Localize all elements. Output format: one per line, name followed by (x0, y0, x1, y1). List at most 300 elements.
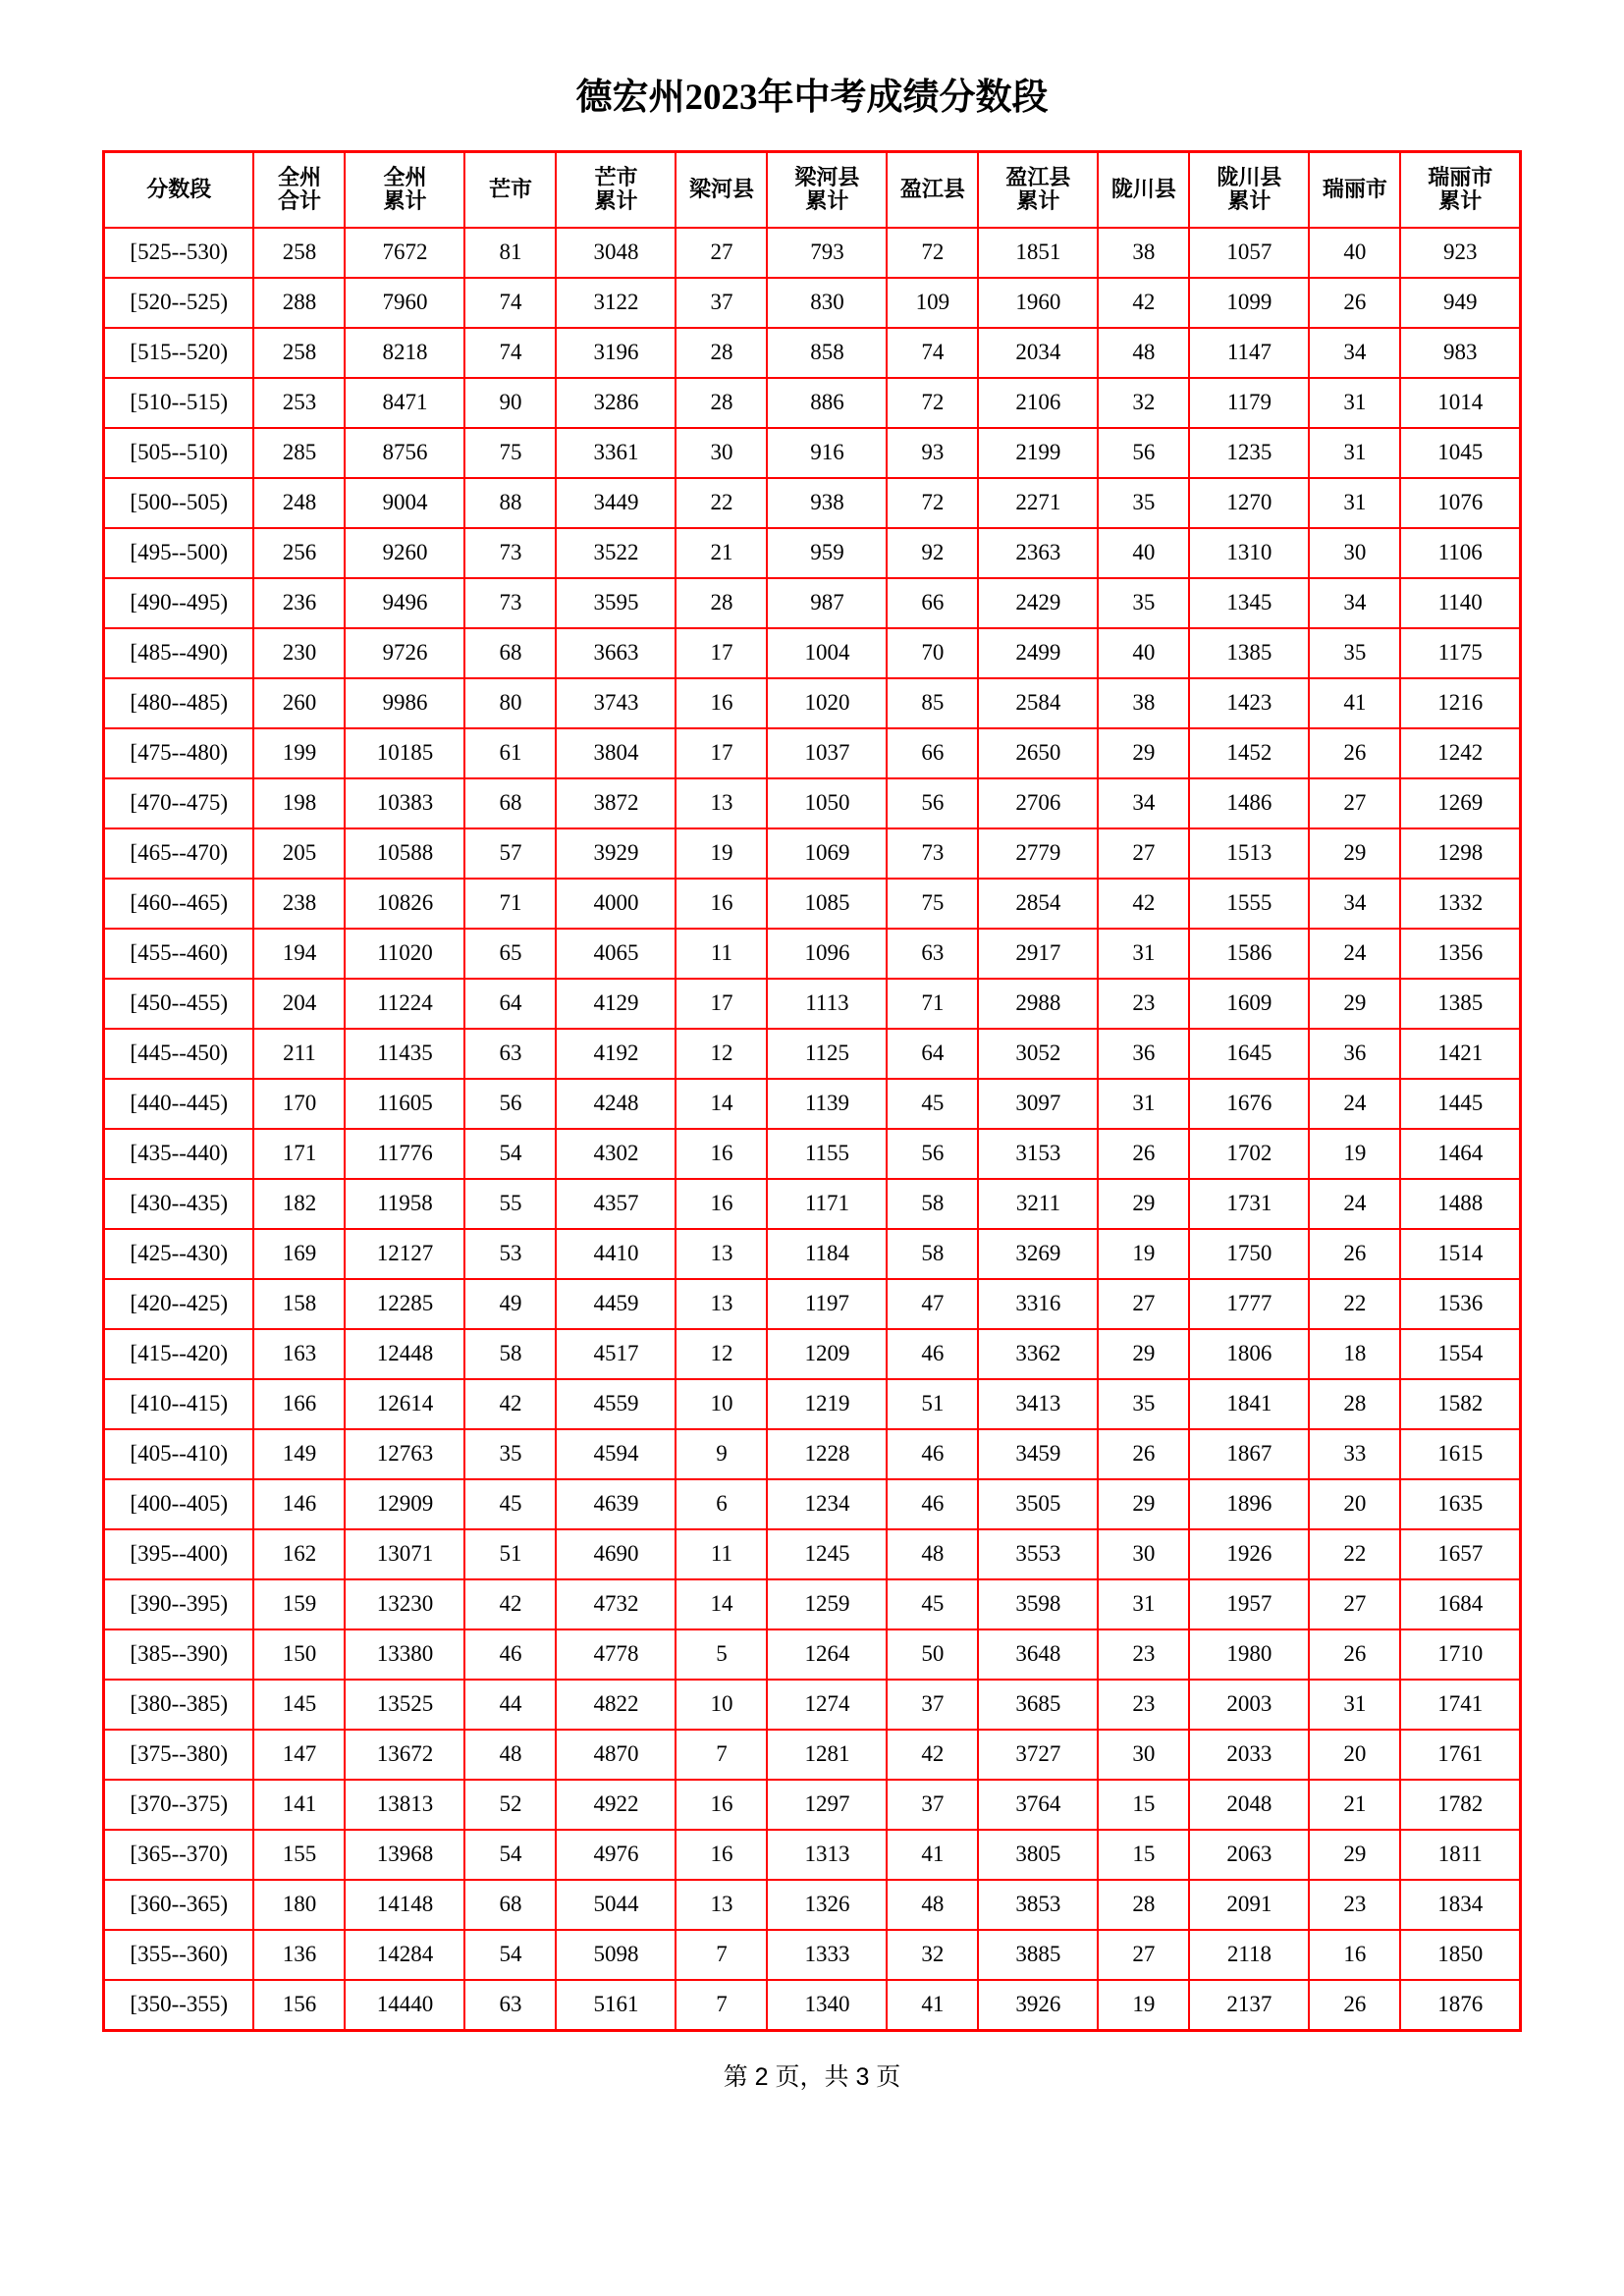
table-cell: 1155 (767, 1129, 887, 1179)
table-cell: 11958 (345, 1179, 464, 1229)
table-cell: 9004 (345, 478, 464, 528)
table-cell: 256 (253, 528, 345, 578)
table-cell: 54 (464, 1830, 556, 1880)
table-cell: 12448 (345, 1329, 464, 1379)
table-cell: 2917 (978, 929, 1098, 979)
table-cell: 1710 (1400, 1629, 1520, 1680)
table-row (104, 1680, 1521, 1730)
table-cell: 48 (464, 1730, 556, 1780)
score-range-cell: [455--460) (104, 929, 254, 979)
table-cell: 24 (1309, 1079, 1400, 1129)
table-cell: 2988 (978, 979, 1098, 1029)
table-cell: 63 (464, 1029, 556, 1079)
score-range-cell: [425--430) (104, 1229, 254, 1279)
table-cell: 45 (887, 1079, 978, 1129)
table-row (104, 1529, 1521, 1579)
table-cell: 58 (887, 1179, 978, 1229)
table-cell: 31 (1098, 1579, 1189, 1629)
table-cell: 70 (887, 628, 978, 678)
table-cell: 1926 (1189, 1529, 1309, 1579)
table-row (104, 1229, 1521, 1279)
table-cell: 4517 (556, 1329, 676, 1379)
table-cell: 54 (464, 1930, 556, 1980)
table-cell: 37 (676, 278, 767, 328)
score-range-cell: [465--470) (104, 828, 254, 879)
table-cell: 2584 (978, 678, 1098, 728)
table-cell: 3929 (556, 828, 676, 879)
table-cell: 80 (464, 678, 556, 728)
table-cell: 27 (1309, 1579, 1400, 1629)
table-cell: 156 (253, 1980, 345, 2031)
table-cell: 4732 (556, 1579, 676, 1629)
table-cell: 3764 (978, 1780, 1098, 1830)
table-cell: 29 (1098, 1179, 1189, 1229)
table-cell: 5161 (556, 1980, 676, 2031)
table-cell: 29 (1309, 1830, 1400, 1880)
score-range-cell: [405--410) (104, 1429, 254, 1479)
table-cell: 31 (1309, 478, 1400, 528)
table-cell: 3648 (978, 1629, 1098, 1680)
table-cell: 35 (1098, 478, 1189, 528)
table-cell: 13230 (345, 1579, 464, 1629)
table-cell: 56 (887, 778, 978, 828)
table-cell: 858 (767, 328, 887, 378)
table-cell: 56 (1098, 428, 1189, 478)
table-cell: 50 (887, 1629, 978, 1680)
table-cell: 10826 (345, 879, 464, 929)
table-cell: 48 (887, 1880, 978, 1930)
table-cell: 34 (1309, 328, 1400, 378)
table-cell: 2779 (978, 828, 1098, 879)
table-cell: 163 (253, 1329, 345, 1379)
table-cell: 2048 (1189, 1780, 1309, 1830)
table-cell: 158 (253, 1279, 345, 1329)
table-row (104, 1579, 1521, 1629)
table-cell: 1356 (1400, 929, 1520, 979)
table-cell: 38 (1098, 228, 1189, 278)
table-cell: 3685 (978, 1680, 1098, 1730)
table-cell: 162 (253, 1529, 345, 1579)
table-cell: 1125 (767, 1029, 887, 1079)
table-cell: 72 (887, 228, 978, 278)
table-cell: 9726 (345, 628, 464, 678)
table-row (104, 778, 1521, 828)
table-cell: 3926 (978, 1980, 1098, 2031)
table-cell: 3727 (978, 1730, 1098, 1780)
column-header-0 (104, 151, 254, 228)
table-cell: 23 (1098, 1629, 1189, 1680)
table-cell: 3743 (556, 678, 676, 728)
table-cell: 85 (887, 678, 978, 728)
table-cell: 4870 (556, 1730, 676, 1780)
score-range-cell: [480--485) (104, 678, 254, 728)
score-range-cell: [515--520) (104, 328, 254, 378)
table-cell: 180 (253, 1880, 345, 1930)
table-cell: 1555 (1189, 879, 1309, 929)
score-range-cell: [400--405) (104, 1479, 254, 1529)
table-cell: 12127 (345, 1229, 464, 1279)
table-cell: 9 (676, 1429, 767, 1479)
table-row (104, 328, 1521, 378)
table-cell: 2499 (978, 628, 1098, 678)
table-cell: 1228 (767, 1429, 887, 1479)
table-cell: 56 (464, 1079, 556, 1129)
table-cell: 1554 (1400, 1329, 1520, 1379)
table-cell: 1702 (1189, 1129, 1309, 1179)
table-cell: 22 (1309, 1279, 1400, 1329)
table-cell: 74 (464, 328, 556, 378)
table-cell: 16 (1309, 1930, 1400, 1980)
column-header-line1: 盈江县 (1005, 164, 1071, 189)
table-cell: 1867 (1189, 1429, 1309, 1479)
table-cell: 21 (676, 528, 767, 578)
column-header-line2: 累计 (805, 188, 849, 214)
table-row (104, 278, 1521, 328)
page-footer: 第 2 页，共 3 页 (723, 2062, 901, 2091)
table-cell: 4559 (556, 1379, 676, 1429)
table-header-row (104, 151, 1521, 228)
column-header-line1: 盈江县 (899, 176, 965, 201)
table-cell: 3553 (978, 1529, 1098, 1579)
table-cell: 1139 (767, 1079, 887, 1129)
table-cell: 830 (767, 278, 887, 328)
table-cell: 24 (1309, 929, 1400, 979)
table-cell: 1264 (767, 1629, 887, 1680)
table-cell: 42 (1098, 879, 1189, 929)
table-cell: 13380 (345, 1629, 464, 1680)
table-cell: 916 (767, 428, 887, 478)
table-cell: 793 (767, 228, 887, 278)
table-cell: 1235 (1189, 428, 1309, 478)
table-cell: 81 (464, 228, 556, 278)
table-cell: 1586 (1189, 929, 1309, 979)
table-cell: 74 (887, 328, 978, 378)
table-cell: 41 (1309, 678, 1400, 728)
column-header-line1: 全州 (277, 164, 321, 189)
table-cell: 3505 (978, 1479, 1098, 1529)
table-cell: 886 (767, 378, 887, 428)
score-range-cell: [410--415) (104, 1379, 254, 1429)
table-cell: 14440 (345, 1980, 464, 2031)
table-cell: 1615 (1400, 1429, 1520, 1479)
table-cell: 42 (1098, 278, 1189, 328)
table-cell: 48 (1098, 328, 1189, 378)
table-cell: 28 (1309, 1379, 1400, 1429)
table-cell: 68 (464, 628, 556, 678)
score-range-cell: [435--440) (104, 1129, 254, 1179)
table-cell: 40 (1098, 628, 1189, 678)
score-range-cell: [440--445) (104, 1079, 254, 1129)
table-cell: 7 (676, 1730, 767, 1780)
table-cell: 159 (253, 1579, 345, 1629)
score-range-cell: [510--515) (104, 378, 254, 428)
table-cell: 1741 (1400, 1680, 1520, 1730)
table-cell: 1514 (1400, 1229, 1520, 1279)
table-cell: 1171 (767, 1179, 887, 1229)
table-cell: 2034 (978, 328, 1098, 378)
table-cell: 169 (253, 1229, 345, 1279)
table-cell: 1850 (1400, 1930, 1520, 1980)
table-cell: 253 (253, 378, 345, 428)
table-row (104, 578, 1521, 628)
table-cell: 2137 (1189, 1980, 1309, 2031)
table-cell: 27 (1098, 1279, 1189, 1329)
table-cell: 92 (887, 528, 978, 578)
table-cell: 2003 (1189, 1680, 1309, 1730)
table-cell: 23 (1098, 1680, 1189, 1730)
table-cell: 34 (1309, 879, 1400, 929)
table-cell: 72 (887, 378, 978, 428)
table-cell: 1452 (1189, 728, 1309, 778)
table-cell: 13 (676, 1229, 767, 1279)
table-cell: 34 (1309, 578, 1400, 628)
column-header-4 (556, 151, 676, 228)
table-cell: 1020 (767, 678, 887, 728)
table-cell: 1326 (767, 1880, 887, 1930)
table-cell: 71 (887, 979, 978, 1029)
table-cell: 4459 (556, 1279, 676, 1329)
table-cell: 22 (1309, 1529, 1400, 1579)
table-cell: 7672 (345, 228, 464, 278)
table-cell: 3872 (556, 778, 676, 828)
table-cell: 9986 (345, 678, 464, 728)
score-range-cell: [395--400) (104, 1529, 254, 1579)
table-cell: 1242 (1400, 728, 1520, 778)
score-distribution-table (102, 150, 1522, 2032)
table-cell: 16 (676, 1780, 767, 1830)
table-cell: 1004 (767, 628, 887, 678)
table-cell: 10383 (345, 778, 464, 828)
table-cell: 32 (887, 1930, 978, 1980)
table-cell: 2650 (978, 728, 1098, 778)
table-row (104, 528, 1521, 578)
table-cell: 23 (1098, 979, 1189, 1029)
table-cell: 26 (1098, 1429, 1189, 1479)
table-cell: 4065 (556, 929, 676, 979)
table-cell: 55 (464, 1179, 556, 1229)
table-cell: 27 (1309, 778, 1400, 828)
table-cell: 3097 (978, 1079, 1098, 1129)
table-cell: 1259 (767, 1579, 887, 1629)
table-cell: 1876 (1400, 1980, 1520, 2031)
table-row (104, 828, 1521, 879)
table-cell: 938 (767, 478, 887, 528)
table-cell: 4192 (556, 1029, 676, 1079)
table-cell: 260 (253, 678, 345, 728)
table-cell: 2706 (978, 778, 1098, 828)
score-range-cell: [450--455) (104, 979, 254, 1029)
column-header-line2: 累计 (1227, 188, 1272, 214)
table-cell: 2063 (1189, 1830, 1309, 1880)
table-cell: 21 (1309, 1780, 1400, 1830)
table-cell: 75 (887, 879, 978, 929)
table-cell: 1345 (1189, 578, 1309, 628)
table-cell: 10185 (345, 728, 464, 778)
table-cell: 1421 (1400, 1029, 1520, 1079)
column-header-line1: 梁河县 (688, 176, 754, 201)
table-cell: 2199 (978, 428, 1098, 478)
table-cell: 1234 (767, 1479, 887, 1529)
column-header-12 (1400, 151, 1520, 228)
table-cell: 1298 (1400, 828, 1520, 879)
table-cell: 28 (676, 328, 767, 378)
table-cell: 28 (676, 378, 767, 428)
table-cell: 1851 (978, 228, 1098, 278)
table-cell: 48 (887, 1529, 978, 1579)
column-header-line1: 瑞丽市 (1322, 176, 1387, 201)
table-cell: 35 (1309, 628, 1400, 678)
table-cell: 1037 (767, 728, 887, 778)
table-cell: 30 (1098, 1730, 1189, 1780)
table-cell: 3048 (556, 228, 676, 278)
table-cell: 150 (253, 1629, 345, 1680)
table-cell: 1423 (1189, 678, 1309, 728)
table-cell: 194 (253, 929, 345, 979)
table-cell: 236 (253, 578, 345, 628)
table-cell: 1057 (1189, 228, 1309, 278)
table-cell: 45 (887, 1579, 978, 1629)
table-cell: 30 (676, 428, 767, 478)
score-range-cell: [490--495) (104, 578, 254, 628)
table-cell: 198 (253, 778, 345, 828)
table-cell: 13 (676, 1880, 767, 1930)
column-header-line1: 芒市 (488, 176, 532, 201)
table-cell: 4922 (556, 1780, 676, 1830)
table-cell: 13 (676, 1279, 767, 1329)
table-cell: 27 (1098, 828, 1189, 879)
table-cell: 1957 (1189, 1579, 1309, 1629)
table-cell: 1834 (1400, 1880, 1520, 1930)
table-cell: 11435 (345, 1029, 464, 1079)
table-cell: 1297 (767, 1780, 887, 1830)
table-cell: 66 (887, 578, 978, 628)
column-header-11 (1309, 151, 1400, 228)
table-cell: 5044 (556, 1880, 676, 1930)
score-range-cell: [390--395) (104, 1579, 254, 1629)
column-header-line1: 陇川县 (1217, 164, 1282, 189)
table-cell: 1099 (1189, 278, 1309, 328)
column-header-line2: 累计 (594, 188, 638, 214)
table-cell: 42 (464, 1579, 556, 1629)
table-cell: 30 (1309, 528, 1400, 578)
table-cell: 40 (1309, 228, 1400, 278)
table-cell: 1657 (1400, 1529, 1520, 1579)
table-cell: 1310 (1189, 528, 1309, 578)
table-cell: 288 (253, 278, 345, 328)
column-header-8 (978, 151, 1098, 228)
table-cell: 170 (253, 1079, 345, 1129)
table-cell: 1340 (767, 1980, 887, 2031)
table-cell: 36 (1309, 1029, 1400, 1079)
table-cell: 1332 (1400, 879, 1520, 929)
table-row (104, 1780, 1521, 1830)
column-header-line1: 全州 (383, 164, 427, 189)
table-cell: 155 (253, 1830, 345, 1880)
table-row (104, 1930, 1521, 1980)
score-range-cell: [505--510) (104, 428, 254, 478)
table-cell: 15 (1098, 1830, 1189, 1880)
table-cell: 1731 (1189, 1179, 1309, 1229)
table-cell: 3522 (556, 528, 676, 578)
table-cell: 1782 (1400, 1780, 1520, 1830)
table-cell: 16 (676, 1179, 767, 1229)
table-cell: 1464 (1400, 1129, 1520, 1179)
table-body (104, 228, 1521, 2031)
table-cell: 17 (676, 728, 767, 778)
table-cell: 37 (887, 1680, 978, 1730)
table-cell: 1811 (1400, 1830, 1520, 1880)
table-cell: 56 (887, 1129, 978, 1179)
table-cell: 74 (464, 278, 556, 328)
table-cell: 4639 (556, 1479, 676, 1529)
table-cell: 1106 (1400, 528, 1520, 578)
table-cell: 29 (1309, 979, 1400, 1029)
table-cell: 1076 (1400, 478, 1520, 528)
score-range-cell: [380--385) (104, 1680, 254, 1730)
table-cell: 145 (253, 1680, 345, 1730)
table-cell: 26 (1309, 1229, 1400, 1279)
score-range-cell: [360--365) (104, 1880, 254, 1930)
table-cell: 3316 (978, 1279, 1098, 1329)
table-cell: 20 (1309, 1730, 1400, 1780)
table-cell: 93 (887, 428, 978, 478)
table-cell: 1684 (1400, 1579, 1520, 1629)
table-row (104, 228, 1521, 278)
table-cell: 146 (253, 1479, 345, 1529)
column-header-line1: 芒市 (594, 164, 638, 189)
column-header-line2: 合计 (277, 188, 321, 214)
table-cell: 64 (464, 979, 556, 1029)
table-cell: 7 (676, 1980, 767, 2031)
table-cell: 14 (676, 1579, 767, 1629)
table-cell: 2106 (978, 378, 1098, 428)
table-cell: 68 (464, 1880, 556, 1930)
table-cell: 26 (1309, 728, 1400, 778)
table-cell: 136 (253, 1930, 345, 1980)
table-cell: 238 (253, 879, 345, 929)
table-cell: 5 (676, 1629, 767, 1680)
score-range-cell: [460--465) (104, 879, 254, 929)
table-cell: 15 (1098, 1780, 1189, 1830)
table-cell: 8471 (345, 378, 464, 428)
table-cell: 1896 (1189, 1479, 1309, 1529)
table-row (104, 979, 1521, 1029)
score-table-container (0, 150, 1624, 2032)
table-cell: 58 (887, 1229, 978, 1279)
table-row (104, 1629, 1521, 1680)
table-cell: 1488 (1400, 1179, 1520, 1229)
table-cell: 13672 (345, 1730, 464, 1780)
column-header-line1: 分数段 (146, 176, 212, 201)
table-cell: 29 (1098, 1329, 1189, 1379)
table-cell: 63 (887, 929, 978, 979)
table-cell: 24 (1309, 1179, 1400, 1229)
table-cell: 1184 (767, 1229, 887, 1279)
table-cell: 46 (887, 1329, 978, 1379)
table-cell: 44 (464, 1680, 556, 1730)
table-cell: 32 (1098, 378, 1189, 428)
table-cell: 13968 (345, 1830, 464, 1880)
table-cell: 4594 (556, 1429, 676, 1479)
table-cell: 7 (676, 1930, 767, 1980)
table-cell: 31 (1098, 929, 1189, 979)
table-cell: 166 (253, 1379, 345, 1429)
table-cell: 54 (464, 1129, 556, 1179)
table-cell: 11 (676, 929, 767, 979)
table-cell: 4822 (556, 1680, 676, 1730)
table-row (104, 1730, 1521, 1780)
table-cell: 46 (887, 1429, 978, 1479)
